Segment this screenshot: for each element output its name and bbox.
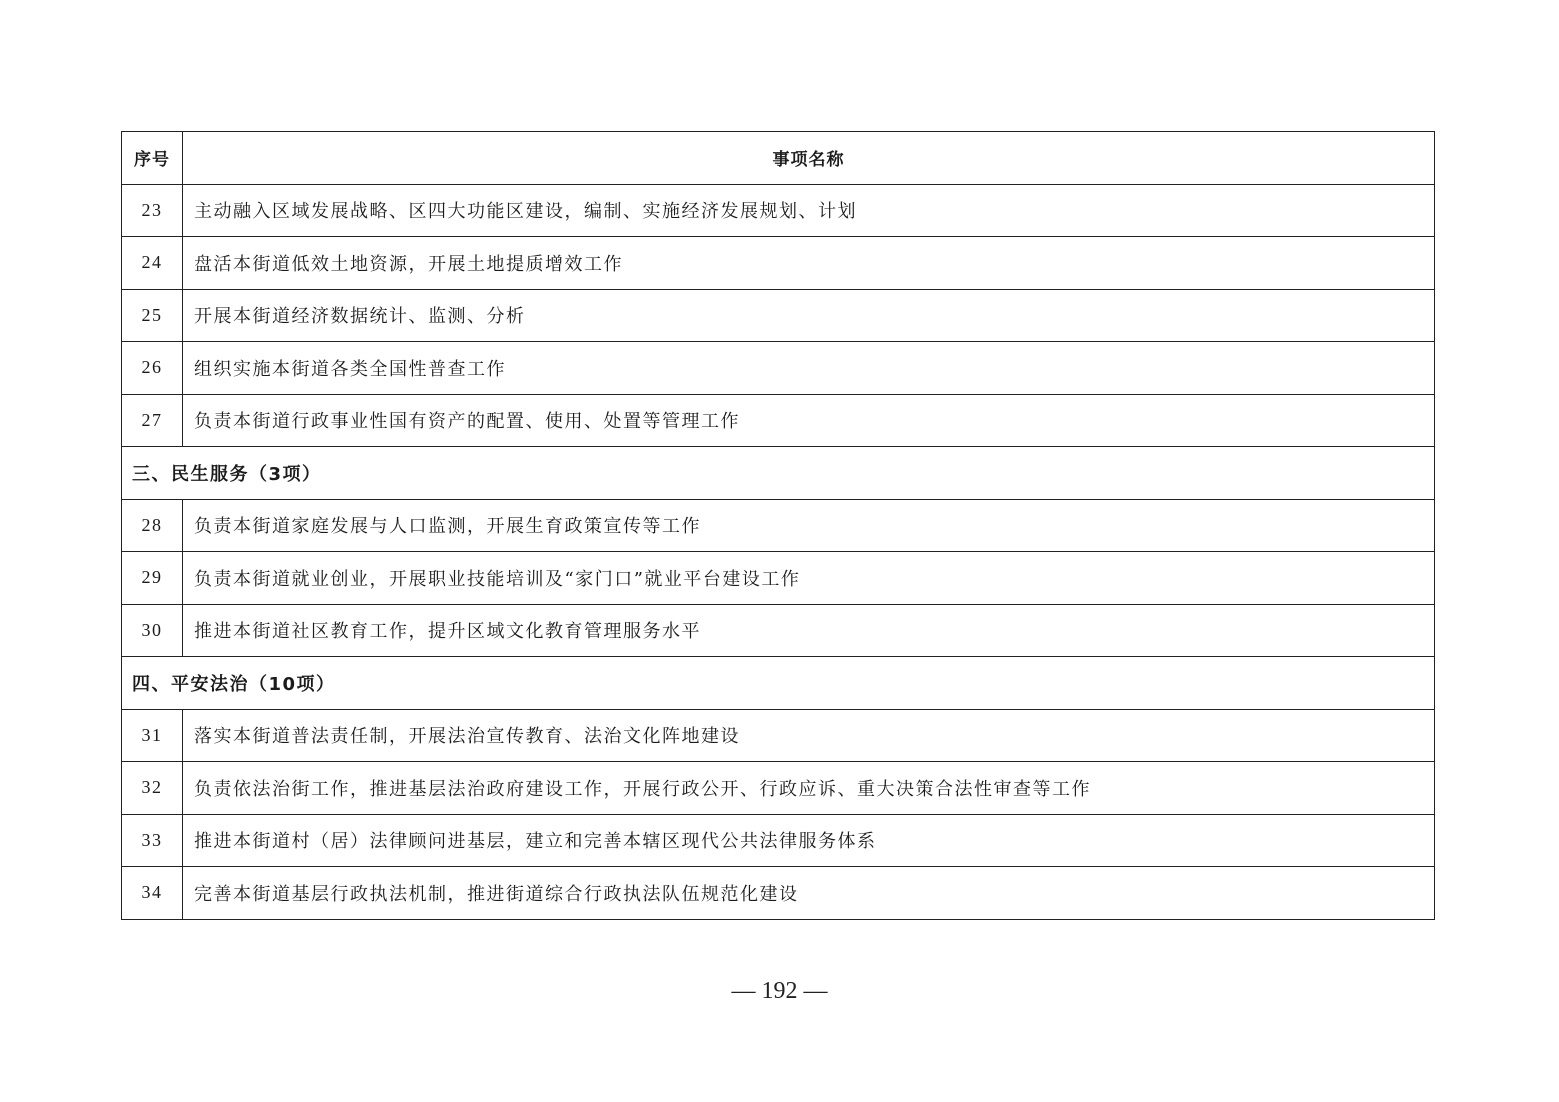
table-row bbox=[122, 499, 1435, 552]
table-row bbox=[122, 762, 1435, 815]
row-name: 组织实施本街道各类全国性普查工作 bbox=[183, 342, 1435, 395]
page-number: — 192 — bbox=[731, 978, 828, 1004]
row-name: 盘活本街道低效土地资源，开展土地提质增效工作 bbox=[183, 237, 1435, 290]
row-name: 负责本街道就业创业，开展职业技能培训及“家门口”就业平台建设工作 bbox=[183, 552, 1435, 605]
section-row bbox=[122, 447, 1435, 500]
table-row bbox=[122, 709, 1435, 762]
row-index: 28 bbox=[122, 499, 183, 552]
section-title: 四、平安法治（10项） bbox=[122, 657, 1435, 710]
row-index: 27 bbox=[122, 394, 183, 447]
row-name: 负责依法治街工作，推进基层法治政府建设工作，开展行政公开、行政应诉、重大决策合法性审查等工作 bbox=[183, 762, 1435, 815]
table-row bbox=[122, 552, 1435, 605]
row-index: 33 bbox=[122, 814, 183, 867]
row-index: 31 bbox=[122, 709, 183, 762]
row-index: 29 bbox=[122, 552, 183, 605]
table-row bbox=[122, 814, 1435, 867]
section-row bbox=[122, 657, 1435, 710]
row-index: 25 bbox=[122, 289, 183, 342]
table-row bbox=[122, 342, 1435, 395]
row-index: 30 bbox=[122, 604, 183, 657]
row-index: 26 bbox=[122, 342, 183, 395]
table-row bbox=[122, 184, 1435, 237]
row-name: 推进本街道村（居）法律顾问进基层，建立和完善本辖区现代公共法律服务体系 bbox=[183, 814, 1435, 867]
header-index: 序号 bbox=[122, 132, 183, 185]
table-body bbox=[122, 184, 1435, 919]
row-name: 推进本街道社区教育工作，提升区域文化教育管理服务水平 bbox=[183, 604, 1435, 657]
table-row bbox=[122, 867, 1435, 920]
table-row bbox=[122, 289, 1435, 342]
row-index: 23 bbox=[122, 184, 183, 237]
table-header-row bbox=[122, 132, 1435, 185]
row-index: 34 bbox=[122, 867, 183, 920]
table-row bbox=[122, 394, 1435, 447]
section-title: 三、民生服务（3项） bbox=[122, 447, 1435, 500]
header-name: 事项名称 bbox=[183, 132, 1435, 185]
row-index: 24 bbox=[122, 237, 183, 290]
table-row bbox=[122, 604, 1435, 657]
row-name: 落实本街道普法责任制，开展法治宣传教育、法治文化阵地建设 bbox=[183, 709, 1435, 762]
row-name: 负责本街道家庭发展与人口监测，开展生育政策宣传等工作 bbox=[183, 499, 1435, 552]
matters-table bbox=[121, 131, 1435, 920]
row-name: 主动融入区域发展战略、区四大功能区建设，编制、实施经济发展规划、计划 bbox=[183, 184, 1435, 237]
table-row bbox=[122, 237, 1435, 290]
row-index: 32 bbox=[122, 762, 183, 815]
row-name: 完善本街道基层行政执法机制，推进街道综合行政执法队伍规范化建设 bbox=[183, 867, 1435, 920]
row-name: 负责本街道行政事业性国有资产的配置、使用、处置等管理工作 bbox=[183, 394, 1435, 447]
row-name: 开展本街道经济数据统计、监测、分析 bbox=[183, 289, 1435, 342]
